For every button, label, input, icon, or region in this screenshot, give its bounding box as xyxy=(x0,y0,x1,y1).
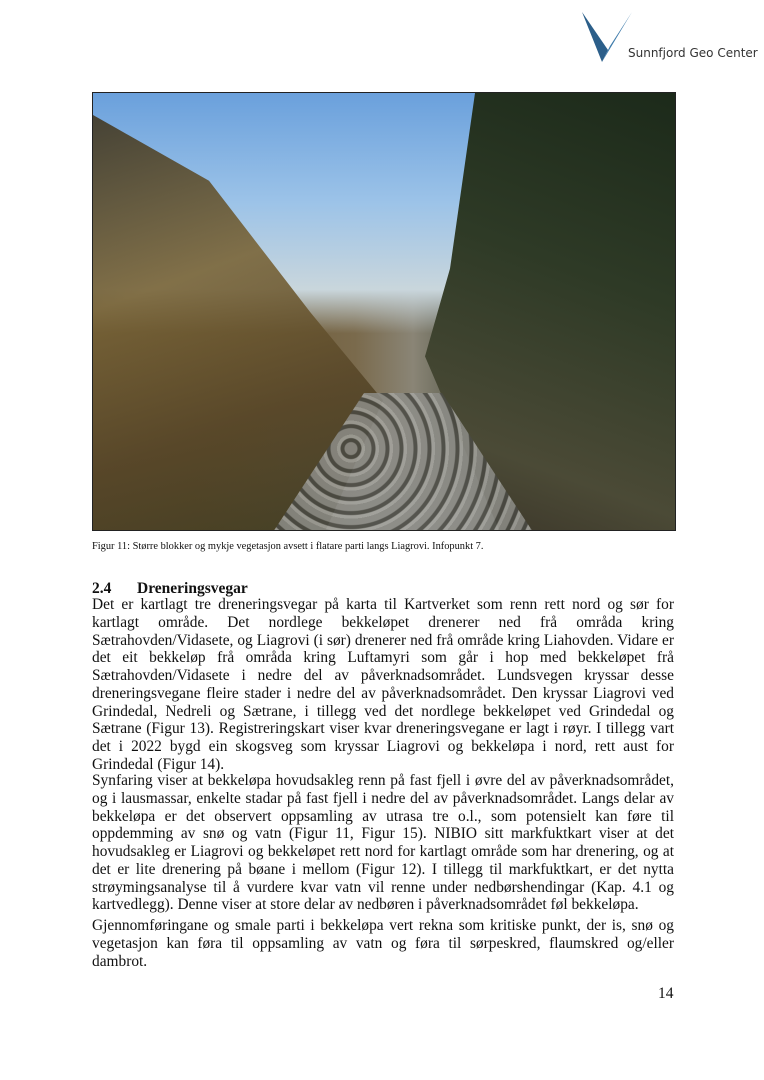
page-number: 14 xyxy=(658,985,674,1002)
body-paragraph: Synfaring viser at bekkeløpa hovudsakleg renn på fast fjell i øvre del av påverknadsområdet, og i lausmassar, enkelte stadar på fast fjell i nedre del av påverknadsområdet. Langs delar av bekkeløpa er det observert oppsamling av utrasa tre o.l., som potensielt kan føre til oppdemming av snø og vatn (Figur 11, Figur 15). NIBIO sitt markfuktkart viser at det hovudsakleg er Liagrovi og bekkeløpet rett nord for kartlagt område som har drenering, og at det er lite drenering på bøane i mellom (Figur 12). I tillegg til markfuktkart, er det nytta strøymingsanalyse til å vurdere kvar vatn vil renne under nedbørshendingar (Kap. 4.1 og kartvedlegg). Denne viser at store delar av nedbøren i påverknadsområdet føl bekkeløpa. xyxy=(92,772,674,914)
logo-text: Sunnfjord Geo Center xyxy=(628,46,758,60)
section-title: Dreneringsvegar xyxy=(137,580,248,597)
company-logo xyxy=(580,10,760,66)
body-paragraph: Gjennomføringane og smale parti i bekkeløpa vert rekna som kritiske punkt, der is, snø og vegetasjon kan føra til oppsamling av vatn og føra til sørpeskred, flaumskred og/eller dambrot. xyxy=(92,917,674,970)
figure-caption: Figur 11: Større blokker og mykje vegetasjon avsett i flatare parti langs Liagrovi. Infopunkt 7. xyxy=(92,541,484,552)
body-paragraph: Det er kartlagt tre dreneringsvegar på karta til Kartverket som renn rett nord og sør for kartlagt område. Det nordlege bekkeløpet drenerer ned frå områda kring Sætrahovden/Vidasete, og Liagrovi (i sør) drenerer ned frå område kring Liahovden. Vidare er det eit bekkeløp frå områda kring Luftamyri som går i hop med bekkeløpet frå Sætrahovden/Vidasete i nedre del av påverknadsområdet. Lundsvegen kryssar desse dreneringsvegane fleire stader i nedre del av påverknadsområdet. Den kryssar Liagrovi ved Grindedal, Nedreli og Sætrane, i tillegg ved det nordlege bekkeløpet ved Grindedal og Sætrane (Figur 13). Registreringskart viser kvar dreneringsvegane er lagt i røyr. I tillegg vart det i 2022 bygd ein skogsveg som kryssar Liagrovi og bekkeløpa i nord, rett aust for Grindedal (Figur 14). xyxy=(92,596,674,773)
section-number: 2.4 xyxy=(92,580,112,597)
figure-photo-stream-with-fallen-trees xyxy=(92,92,676,531)
